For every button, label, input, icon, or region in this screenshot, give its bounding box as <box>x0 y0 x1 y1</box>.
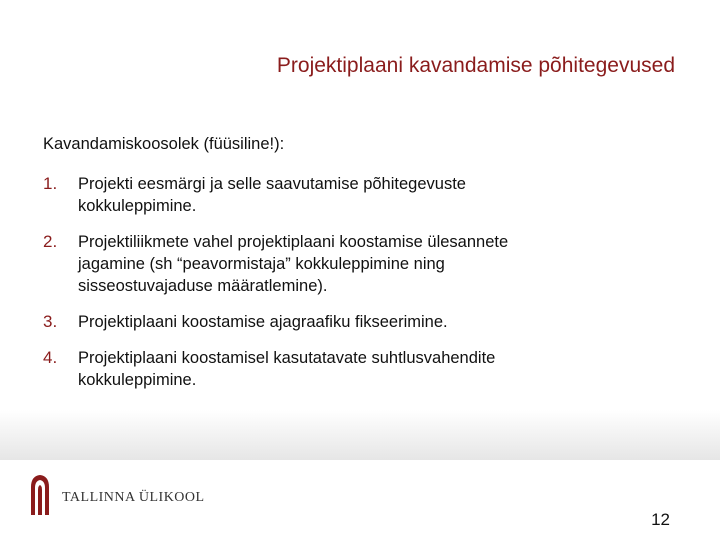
item-line: kokkuleppimine. <box>78 197 197 215</box>
slide-title: Projektiplaani kavandamise põhitegevused <box>276 54 675 77</box>
item-number: 1. <box>43 174 58 193</box>
item-line: Projektiliikmete vahel projektiplaani koostamise ülesannete <box>78 233 509 251</box>
university-name: TALLINNA ÜLIKOOL <box>62 490 205 505</box>
item-line: sisseostuvajaduse määratlemine). <box>78 277 328 295</box>
list-item <box>43 173 643 217</box>
page-number: 12 <box>651 510 670 529</box>
item-line: Projekti eesmärgi ja selle saavutamise põhitegevuste <box>78 175 466 193</box>
item-line: jagamine (sh “peavormistaja” kokkuleppimine ning <box>78 255 445 273</box>
list-item <box>43 231 643 297</box>
university-logo-icon <box>28 473 52 515</box>
item-line: Projektiplaani koostamisel kasutatavate suhtlusvahendite <box>78 349 496 367</box>
item-number: 2. <box>43 232 58 251</box>
item-number: 3. <box>43 312 58 331</box>
list-item <box>43 347 643 391</box>
item-line: Projektiplaani koostamise ajagraafiku fikseerimine. <box>78 313 448 331</box>
item-line: kokkuleppimine. <box>78 371 197 389</box>
intro-text: Kavandamiskoosolek (füüsiline!): <box>43 135 285 153</box>
item-number: 4. <box>43 348 58 367</box>
footer-shade <box>0 410 720 460</box>
list-item <box>43 311 643 333</box>
step-list <box>43 173 643 405</box>
